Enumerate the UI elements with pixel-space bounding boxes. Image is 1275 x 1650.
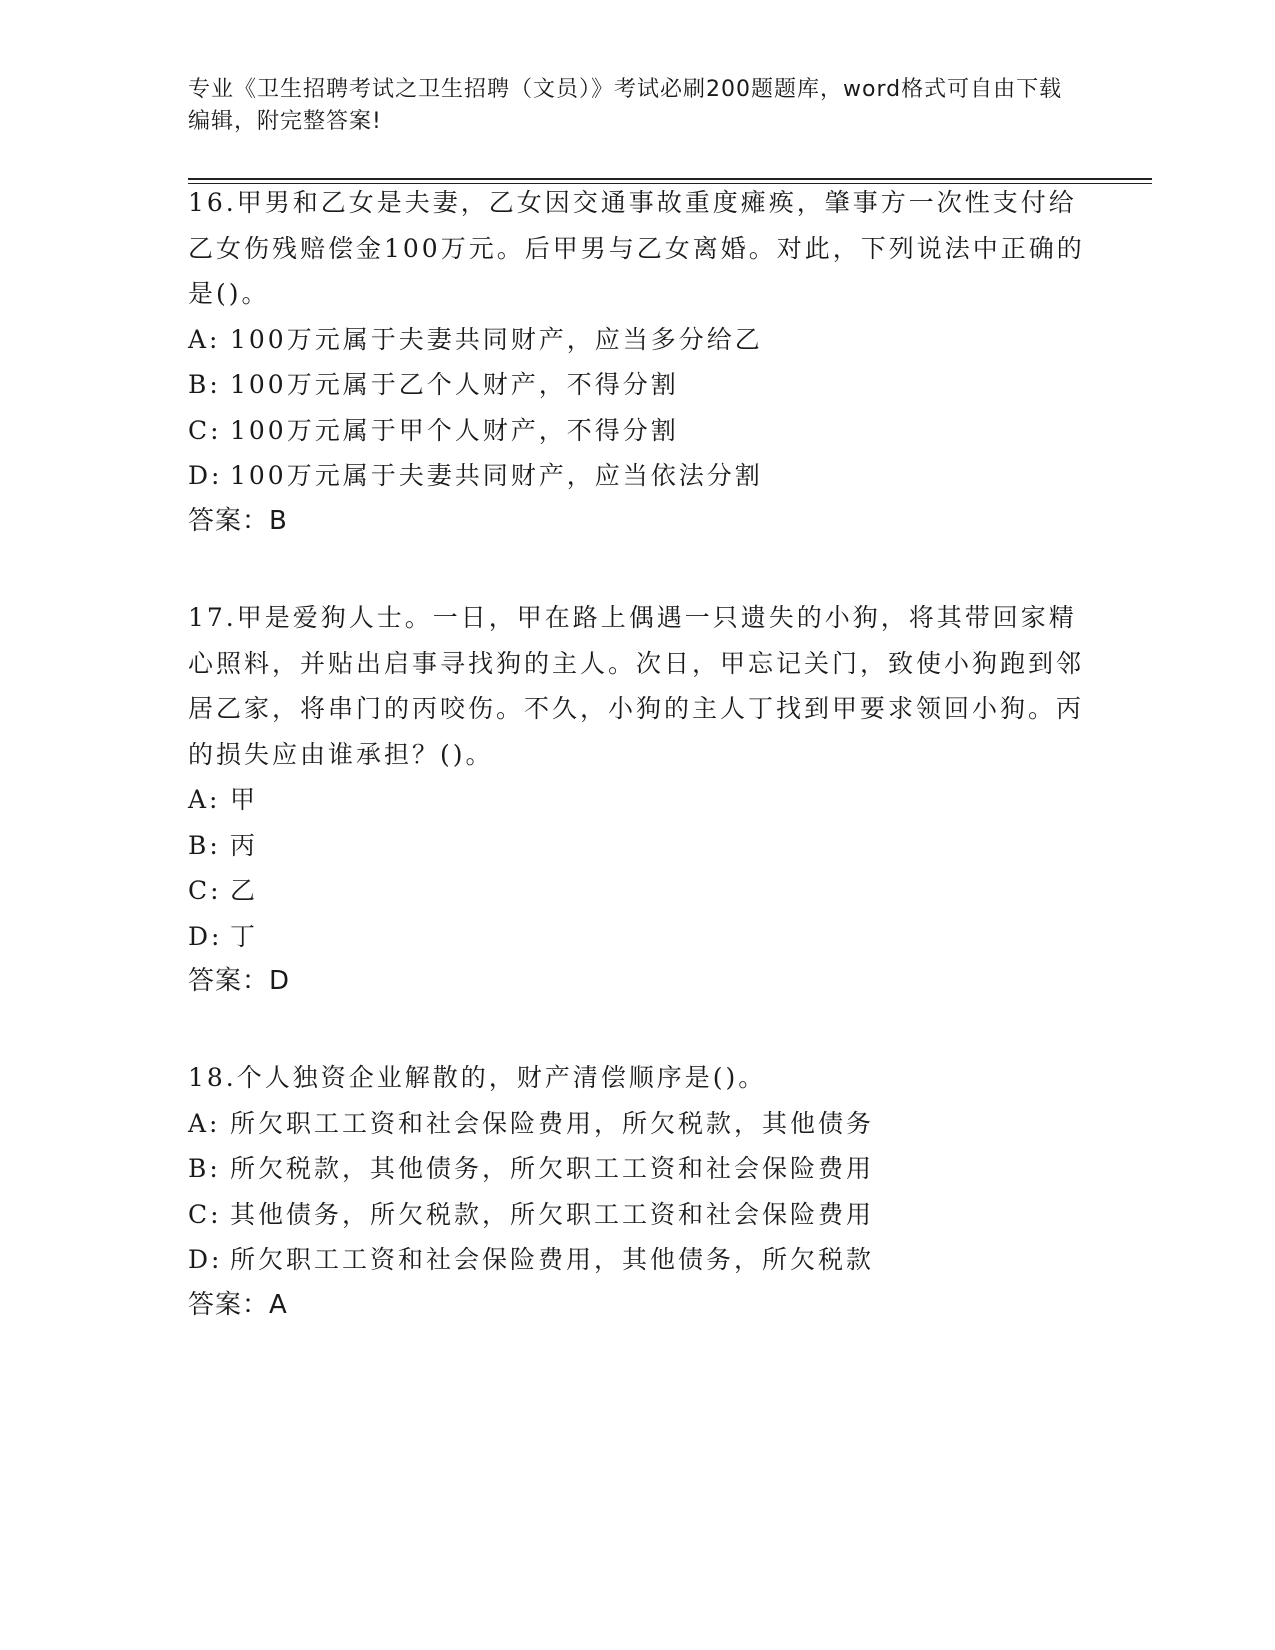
option-text: 100万元属于甲个人财产，不得分割 <box>230 415 679 445</box>
option-label: D: <box>188 1245 223 1274</box>
question-17 <box>188 595 1088 1005</box>
option-c <box>188 1192 1088 1238</box>
option-d <box>188 914 1088 960</box>
question-18 <box>188 1055 1088 1328</box>
option-label: D: <box>188 461 223 490</box>
option-label: D: <box>188 921 223 951</box>
question-16 <box>188 180 1088 544</box>
option-label: B: <box>188 370 221 399</box>
answer: 答案：D <box>188 966 291 996</box>
option-text: 乙 <box>230 876 259 905</box>
option-c <box>188 408 1088 454</box>
option-label: A: <box>188 324 221 354</box>
option-text: 100万元属于夫妻共同财产，应当多分给乙 <box>230 324 763 354</box>
option-c <box>188 868 1088 914</box>
option-text: 100万元属于乙个人财产，不得分割 <box>230 370 679 399</box>
option-label: B: <box>188 1154 221 1183</box>
option-label: C: <box>188 1199 222 1229</box>
option-d <box>188 1237 1088 1283</box>
option-text: 100万元属于夫妻共同财产，应当依法分割 <box>230 461 763 490</box>
option-b <box>188 823 1088 869</box>
answer: 答案：B <box>188 505 288 536</box>
option-text: 甲 <box>230 785 259 814</box>
option-label: B: <box>188 830 221 860</box>
question-stem: 17.甲是爱狗人士。一日，甲在路上偶遇一只遗失的小狗，将其带回家精心照料，并贴出启事寻找狗的主人。次日，甲忘记关门，致使小狗跑到邻居乙家，将串门的丙咬伤。不久，小狗的主人丁找到甲要求领回小狗。丙的损失应由谁承担？()。 <box>188 603 1085 769</box>
question-stem: 18.个人独资企业解散的，财产清偿顺序是()。 <box>188 1063 767 1092</box>
option-label: C: <box>188 876 222 905</box>
option-text: 所欠税款，其他债务，所欠职工工资和社会保险费用 <box>230 1154 875 1183</box>
option-label: C: <box>188 415 222 445</box>
option-label: A: <box>188 1108 221 1138</box>
option-b <box>188 362 1088 408</box>
answer: 答案：A <box>188 1289 288 1320</box>
document-header: 专业《卫生招聘考试之卫生招聘（文员）》考试必刷200题题库，word格式可自由下载编辑，附完整答案! <box>188 77 1063 134</box>
option-text: 所欠职工工资和社会保险费用，其他债务，所欠税款 <box>230 1245 875 1274</box>
option-text: 丁 <box>230 921 259 951</box>
option-text: 其他债务，所欠税款，所欠职工工资和社会保险费用 <box>230 1199 875 1229</box>
option-text: 丙 <box>230 830 259 860</box>
option-a <box>188 317 1088 363</box>
option-a <box>188 1101 1088 1147</box>
option-d <box>188 453 1088 499</box>
option-b <box>188 1146 1088 1192</box>
option-label: A: <box>188 785 221 814</box>
option-text: 所欠职工工资和社会保险费用，所欠税款，其他债务 <box>230 1108 875 1138</box>
option-a <box>188 777 1088 823</box>
question-stem: 16.甲男和乙女是夫妻，乙女因交通事故重度瘫痪，肇事方一次性支付给乙女伤残赔偿金100万元。后甲男与乙女离婚。对此，下列说法中正确的是()。 <box>188 188 1085 308</box>
